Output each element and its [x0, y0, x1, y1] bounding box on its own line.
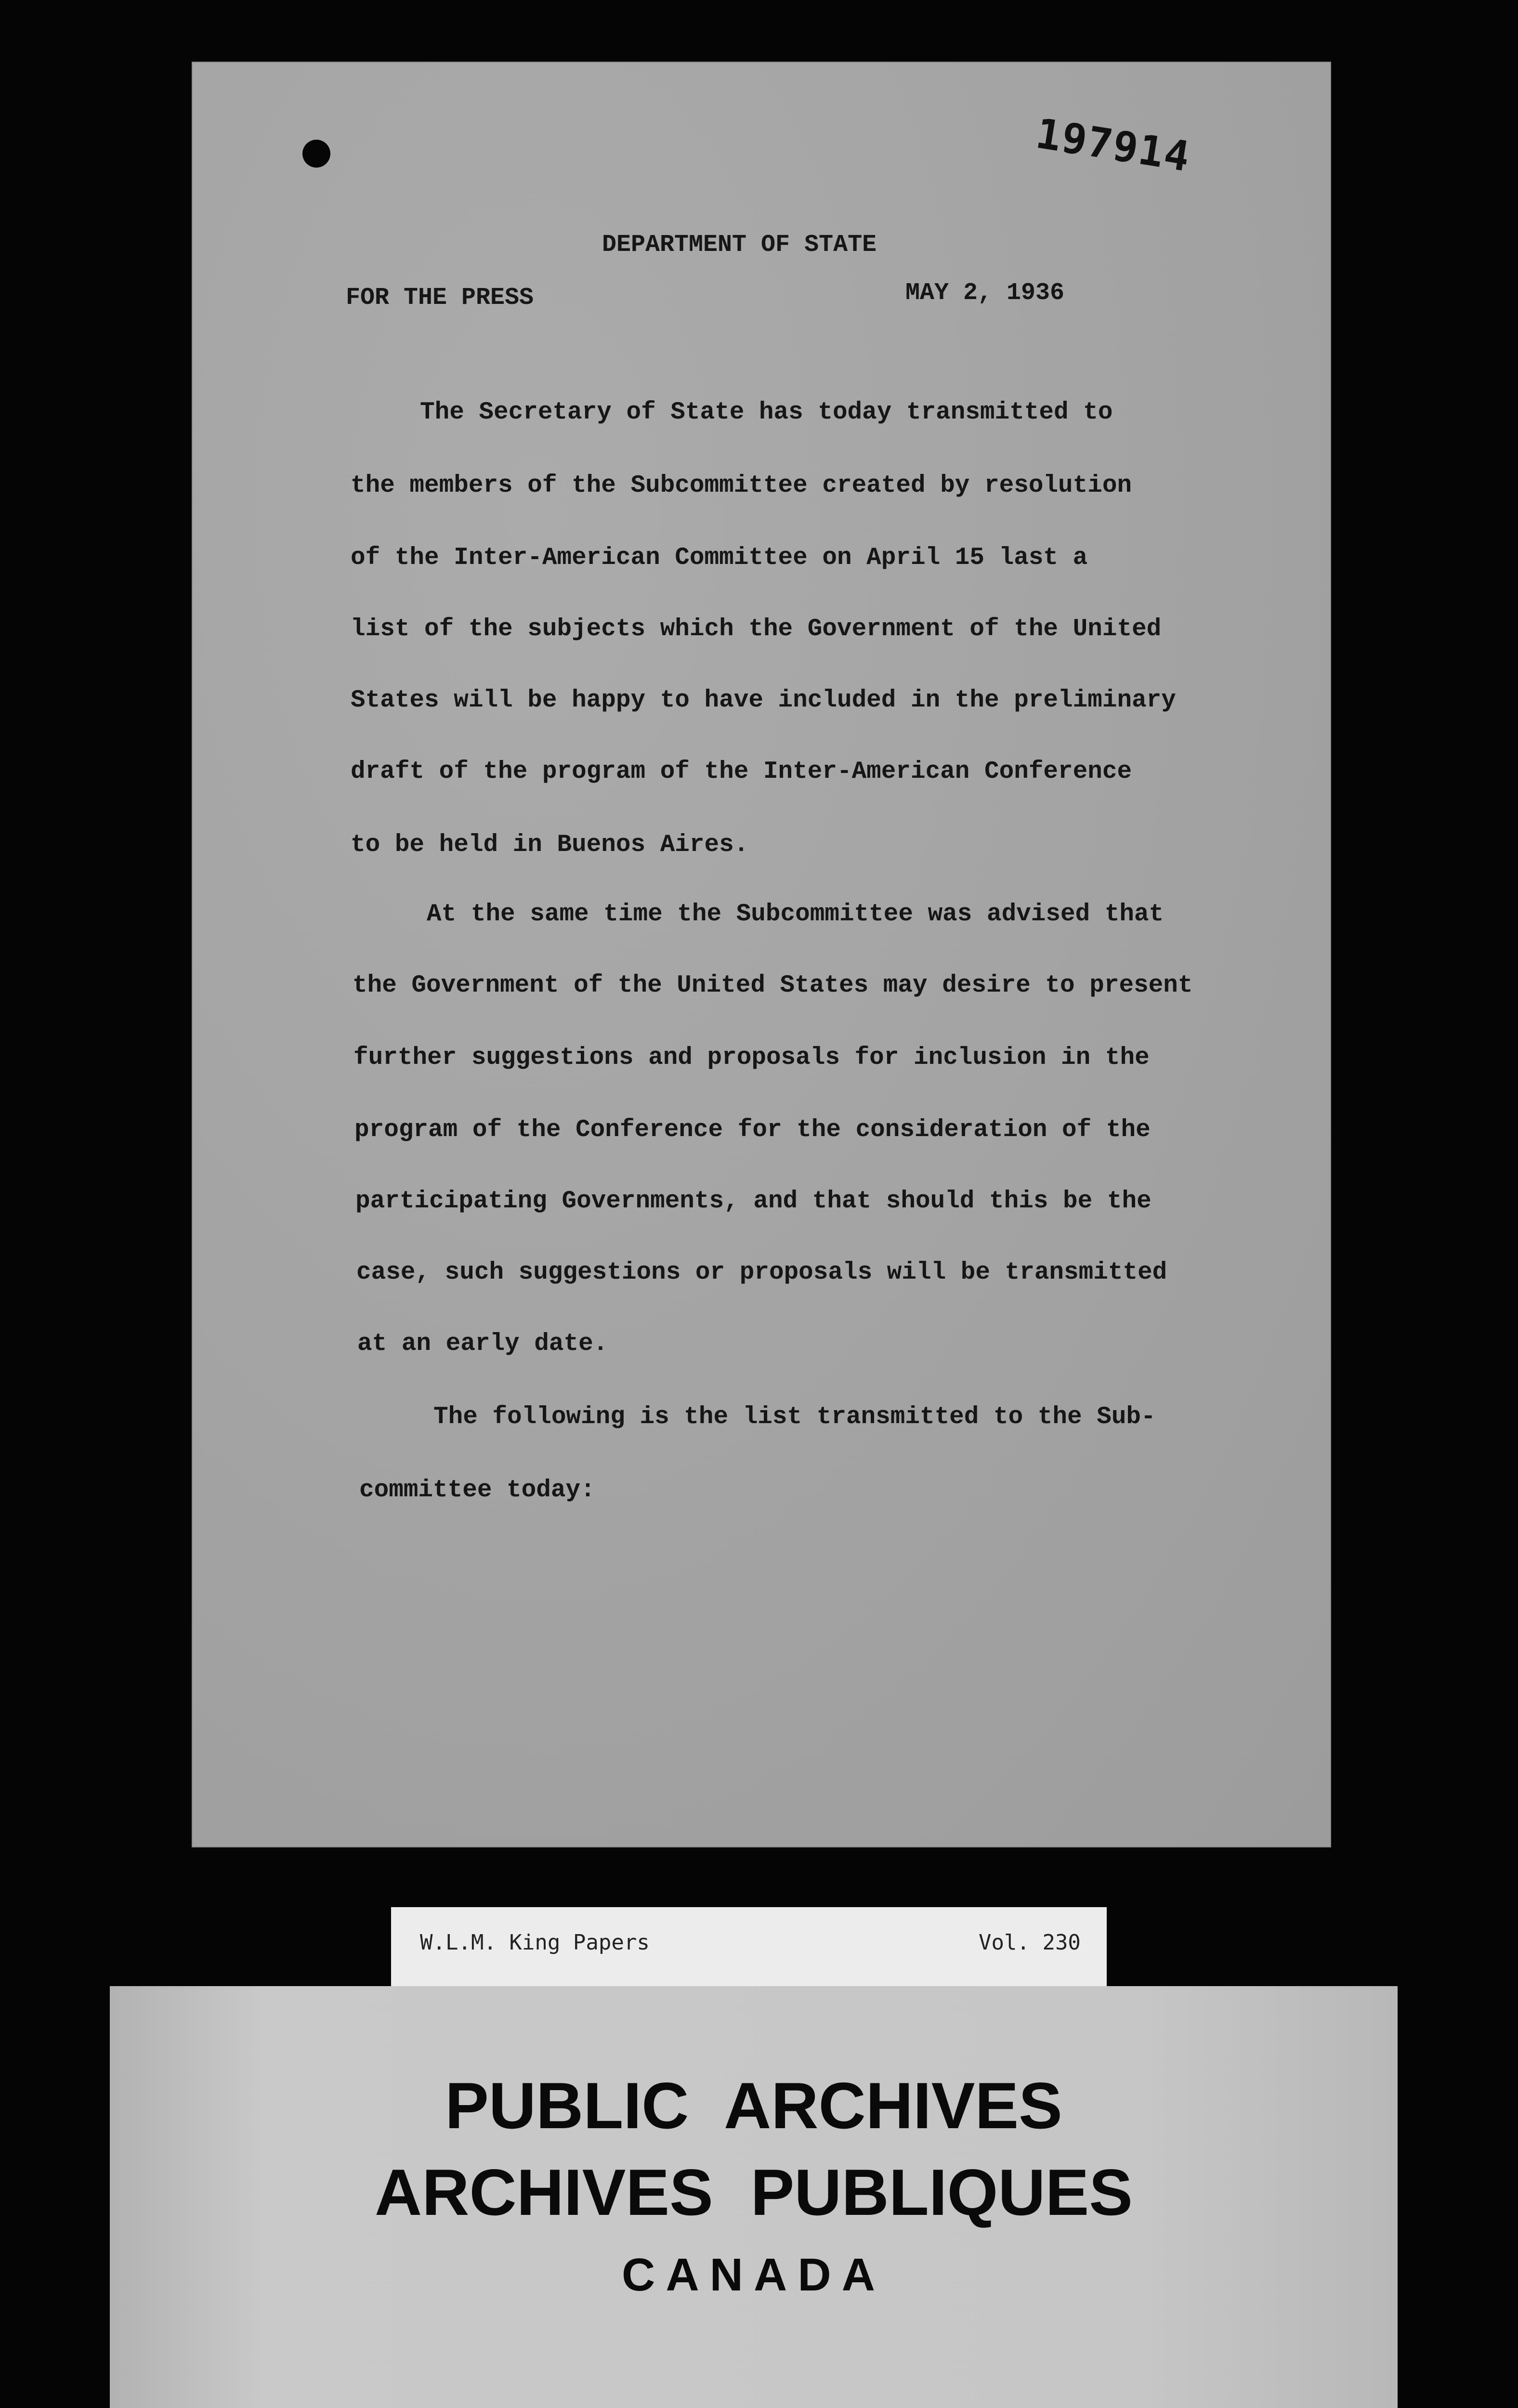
punch-hole [302, 140, 330, 168]
text-line: list of the subjects which the Government of the United [351, 615, 1162, 643]
text-line: further suggestions and proposals for inclusion in the [353, 1044, 1150, 1072]
text-line: program of the Conference for the consideration of the [354, 1116, 1151, 1144]
document-date: MAY 2, 1936 [905, 279, 1065, 307]
text-line: States will be happy to have included in the preliminary [351, 687, 1176, 714]
department-heading: DEPARTMENT OF STATE [602, 231, 877, 259]
volume-number: Vol. 230 [979, 1930, 1081, 1955]
text-line: at an early date. [357, 1330, 608, 1358]
archive-title-fr: ARCHIVES PUBLIQUES [375, 2156, 1133, 2229]
text-line: the members of the Subcommittee created by resolution [351, 472, 1132, 499]
archive-title-en: PUBLIC ARCHIVES [445, 2069, 1062, 2142]
text-line: participating Governments, and that should this be the [355, 1188, 1152, 1215]
collection-label [391, 1907, 1107, 1986]
document-page [192, 62, 1331, 1847]
text-line: committee today: [359, 1477, 595, 1504]
text-line: the Government of the United States may desire to present [353, 972, 1193, 999]
text-line: The following is the list transmitted to the Sub- [433, 1403, 1156, 1431]
archive-country: CANADA [622, 2249, 886, 2301]
text-line: draft of the program of the Inter-American Conference [351, 758, 1132, 785]
press-line: FOR THE PRESS [346, 284, 534, 312]
text-line: to be held in Buenos Aires. [351, 831, 749, 859]
text-line: case, such suggestions or proposals will be transmitted [356, 1259, 1167, 1286]
collection-name: W.L.M. King Papers [420, 1930, 650, 1955]
text-line: At the same time the Subcommittee was advised that [427, 901, 1164, 928]
archive-card [110, 1986, 1398, 2408]
stamp-number: 197914 [1033, 109, 1194, 182]
text-line: of the Inter-American Committee on April 15 last a [351, 544, 1088, 572]
text-line: The Secretary of State has today transmitted to [420, 399, 1113, 426]
